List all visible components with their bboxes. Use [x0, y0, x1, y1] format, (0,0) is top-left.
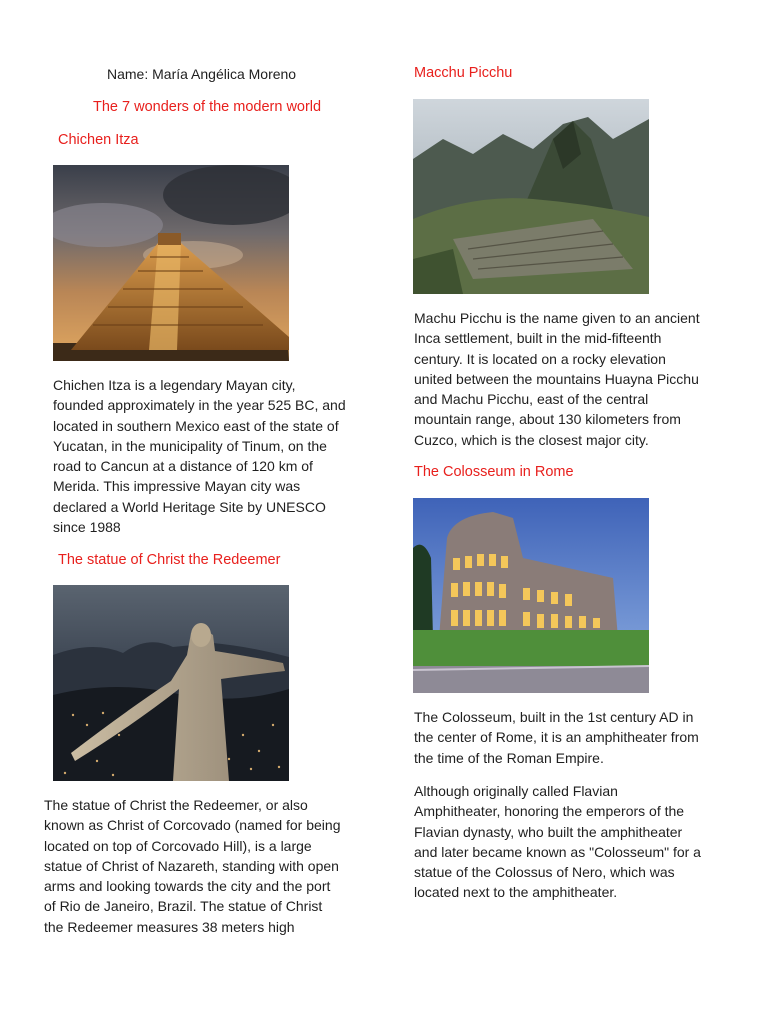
- colosseum-description-2: Although originally called Flavian Amphitheater, honoring the emperors of the Flavian dynasty, who built the amphitheater and later became known as "Colosseum" for a statue of the Colossus of Nero, which was located next to the amphitheater.: [414, 783, 701, 901]
- machu-picchu-description: Machu Picchu is the name given to an ancient Inca settlement, built in the mid-fifteenth century. It is located on a rocky elevation united between the mountains Huayna Picchu and Machu Picchu, east of the central mountain range, about 130 kilometers from Cuzco, which is the closest major city.: [414, 310, 700, 448]
- student-name: Name: María Angélica Moreno: [107, 66, 297, 82]
- machu-picchu-heading: Macchu Picchu: [414, 65, 513, 81]
- christ-redeemer-description: The statue of Christ the Redeemer, or also known as Christ of Corcovado (named for being located on top of Corcovado Hill), is a large statue of Christ of Nazareth, standing with open arms and looking towards the city and the port of Rio de Janeiro, Brazil. The statue of Christ the Redeemer measures 38 meters high: [44, 797, 341, 935]
- chichen-itza-photo: [53, 165, 289, 361]
- colosseum-description-1: The Colosseum, built in the 1st century AD in the center of Rome, it is an amphitheater from the time of the Roman Empire.: [414, 709, 699, 766]
- colosseum-heading: The Colosseum in Rome: [414, 464, 574, 480]
- christ-redeemer-heading: The statue of Christ the Redeemer: [58, 552, 281, 568]
- christ-redeemer-photo: [53, 585, 289, 781]
- chichen-itza-description: Chichen Itza is a legendary Mayan city, founded approximately in the year 525 BC, and located in southern Mexico east of the state of Yucatan, in the municipality of Tinum, on the road to Cancun at a distance of 120 km of Merida. This impressive Mayan city was declared a World Heritage Site by UNESCO since 1988: [53, 377, 346, 536]
- colosseum-photo: [413, 498, 649, 693]
- machu-picchu-photo: [413, 99, 649, 294]
- page-title: The 7 wonders of the modern world: [93, 99, 322, 115]
- chichen-itza-heading: Chichen Itza: [58, 132, 139, 148]
